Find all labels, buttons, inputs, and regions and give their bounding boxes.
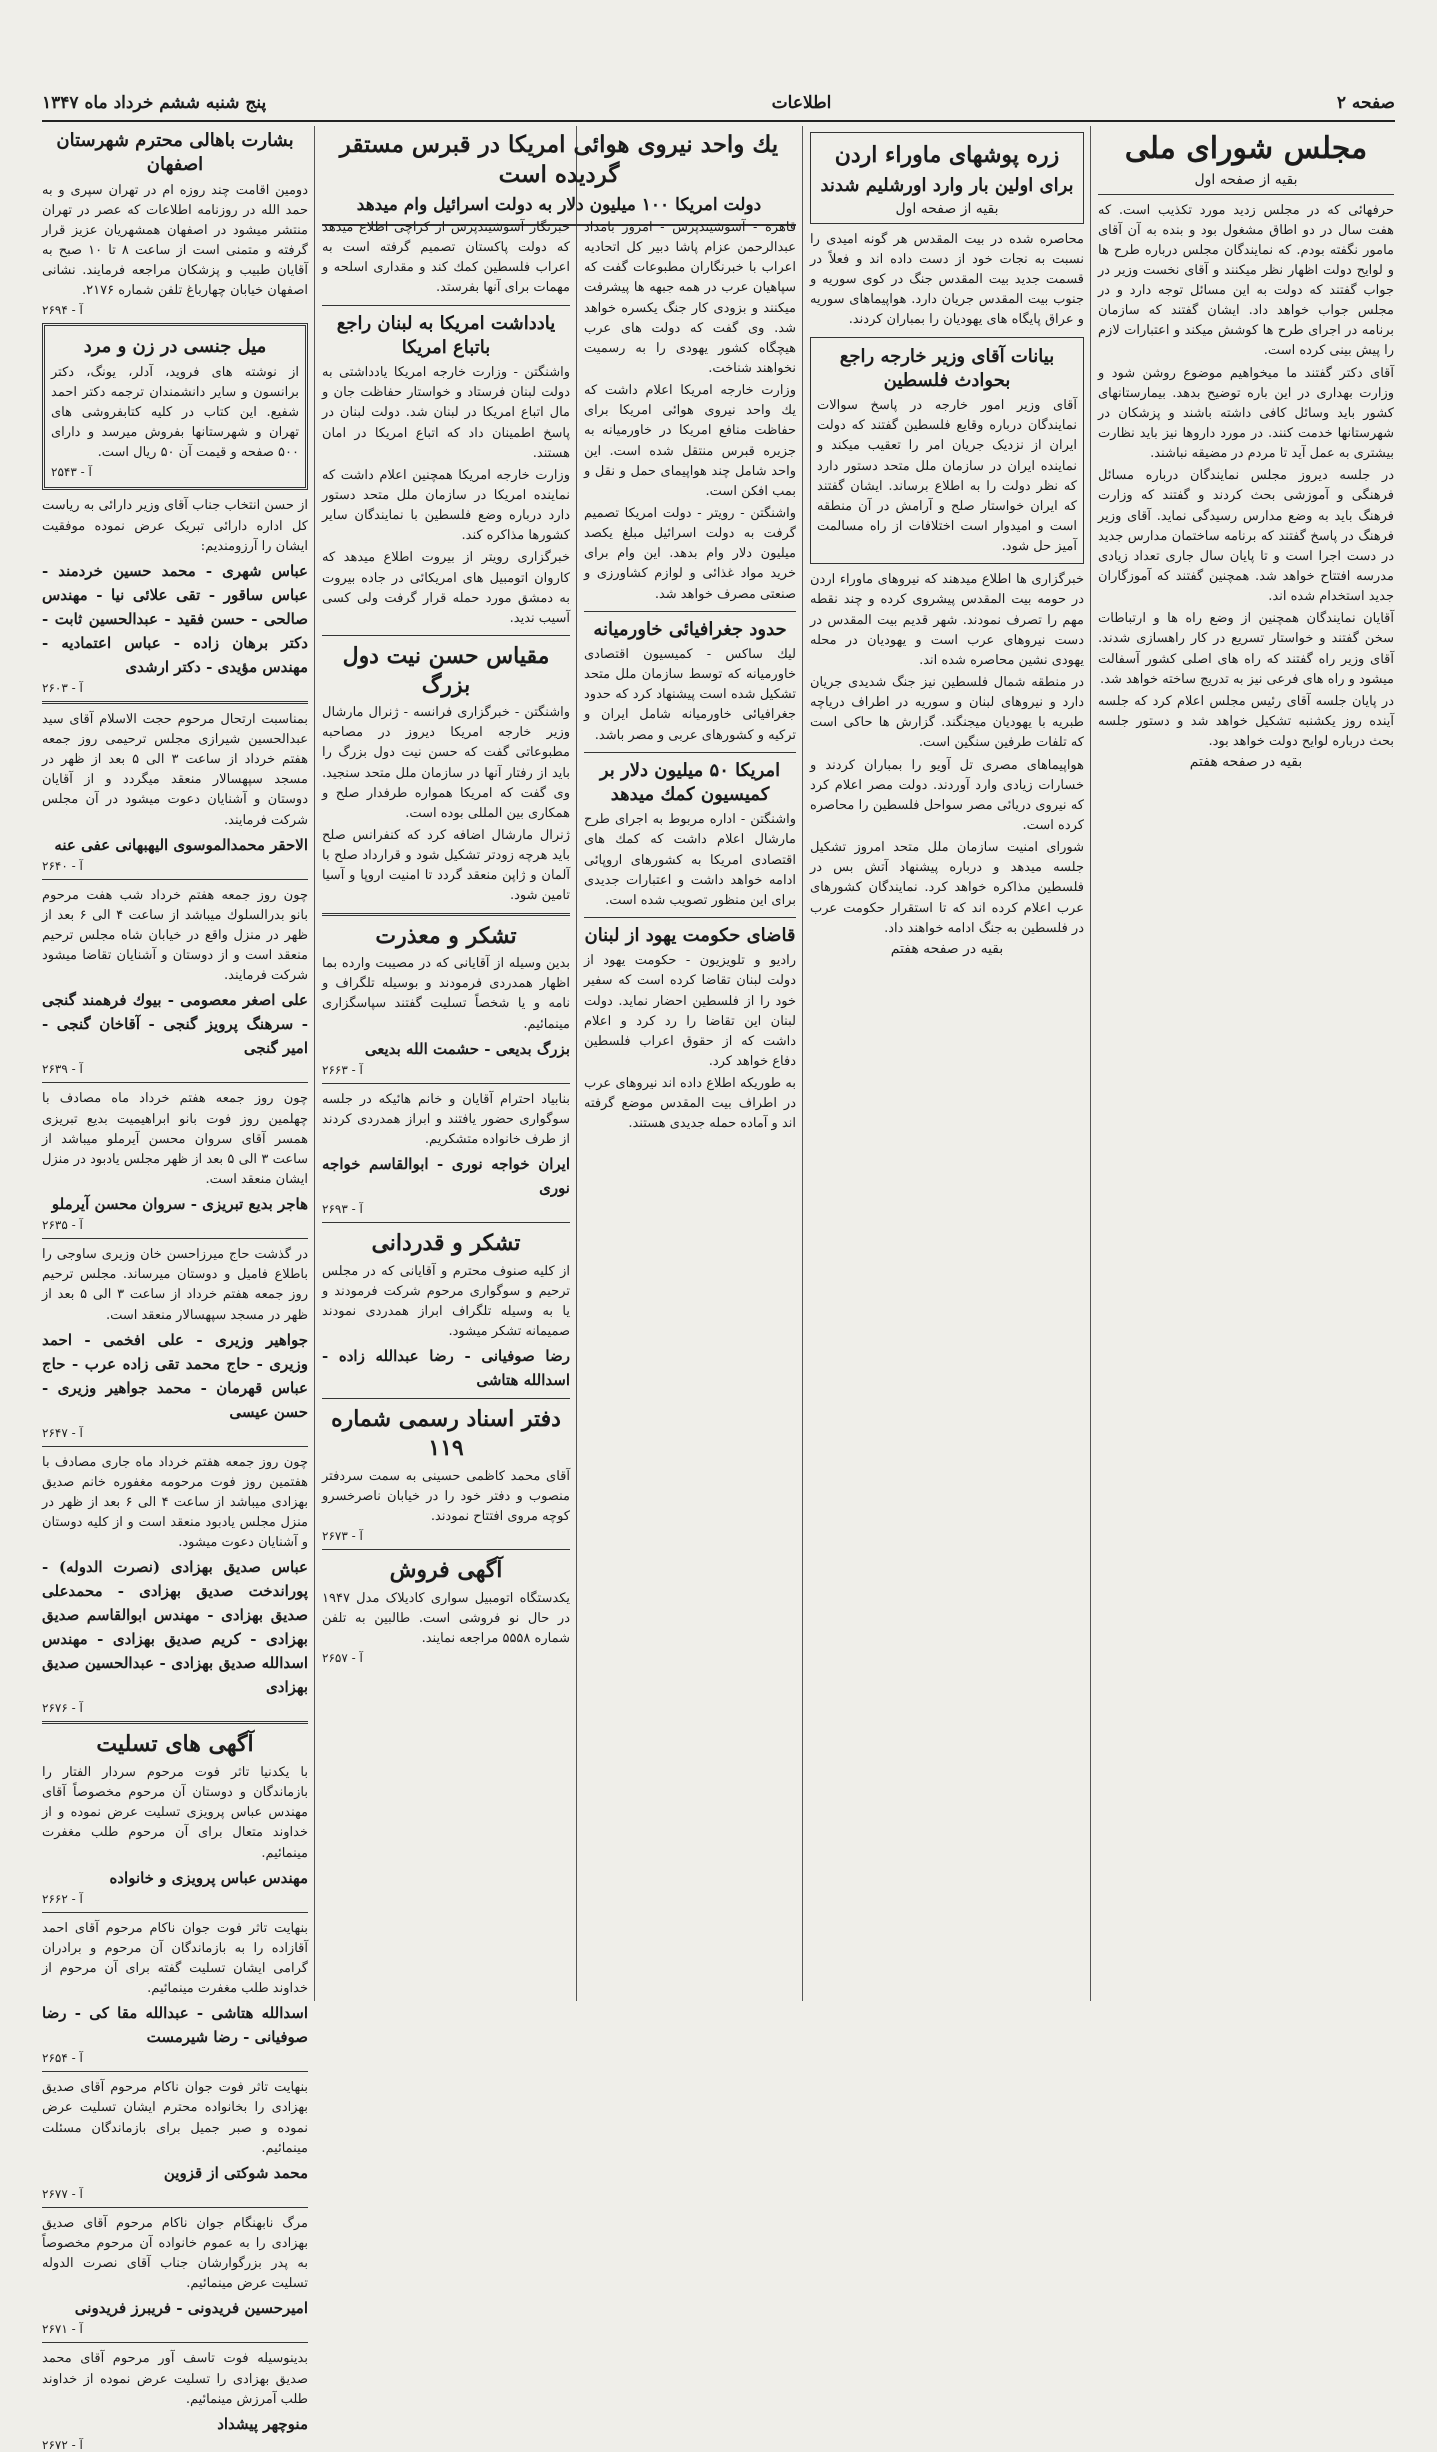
ad-code: آ - ۲۶۳۹ (42, 1062, 83, 1077)
article-text: شورای امنیت سازمان ملل متحد امروز تشکیل جلسه میدهد و درباره پیشنهاد آتش بس در فلسطین مذاکره خواهد کرد. نمایندگان کشورهای عرب اعلام کرده اند که تا استقرار حکومت عرب در فلسطین به جنگ ادامه خواهند داد. (810, 840, 1084, 936)
ad-code: آ - ۲۶۷۶ (42, 1701, 83, 1716)
ad-code: آ - ۲۶۷۷ (42, 2186, 83, 2201)
divider (322, 913, 570, 916)
notice-text: از کلیه صنوف محترم و آقایانی که در مجلس ترحیم و سوگواری مرحوم شرکت فرمودند و یا به وسیله تلگراف ابراز همدردی نمودند صمیمانه تشکر میشود. (322, 1263, 570, 1340)
minister-statement-box (810, 337, 1084, 565)
notice-text: یکدستگاه اتومبیل سواری کادیلاک مدل ۱۹۴۷ در حال نو فروشی است. طالبین به تلفن شماره ۵۵۵۸ مراجعه نمایند. (322, 1590, 570, 1646)
notice-text: بنابیاد احترام آقایان و خانم هائیکه در جلسه سوگواری حضور یافتند و ابراز همدردی کردند از طرف خانواده متشکریم. (322, 1091, 570, 1148)
column-rule (314, 126, 315, 2001)
notice-headline: تشکر و قدردانی (371, 1230, 521, 1257)
ad-code: آ - ۲۶۶۲ (42, 1891, 83, 1906)
article-text: واشنگتن - اداره مربوط به اجرای طرح مارشال اعلام داشت که کمك های اقتصادی امریکا به کشورهای اروپائی ادامه خواهد داشت و اعتبارات جدیدی برای این منظور تصویب شده است. (584, 812, 796, 908)
article-text: محاصره شده در بیت المقدس هر گونه امیدی را نسبت به نجات خود از دست داده اند و فعلاً در قسمت جدید بیت المقدس جنگ در کوی سوریه و جنوب بیت المقدس جریان دارد. هواپیماهای سوریه و عراق پایگاه های یهودیان را بمباران کردند. (810, 231, 1084, 328)
divider (322, 1549, 570, 1550)
article-headline: مقیاس حسن نیت دول بزرگ (342, 642, 550, 698)
notice-text: بدین وسیله از آقایانی که در مصیبت وارده بما اظهار همدردی فرمودند و بوسیله تلگراف و نامه و یا شخصاً تسلیت گفتند سپاسگزاری مینمائیم. (322, 956, 570, 1032)
ad-code: آ - ۲۶۴۰ (42, 858, 83, 873)
article-text: خبرگزاری ها اطلاع میدهند که نیروهای ماوراء اردن در حومه بیت المقدس پیشروی کرده و چند نقطه مهم را تصرف نمودند. شهر قدیم بیت المقدس در دست نیروهای عرب است و یهودیان در محله یهودی نشین محاصره شده اند. (810, 572, 1084, 668)
continued-note: بقیه در صفحه هفتم (890, 940, 1004, 957)
ad-code: آ - ۲۶۷۱ (42, 2322, 83, 2337)
ad-signatories: مهندس عباس پرویزی و خانواده (109, 1868, 308, 1887)
banner-headline: یك واحد نیروی هوائی امریكا در قبرس مستقر گردیده است (339, 131, 779, 188)
article-text: به طوریکه اطلاع داده اند نیروهای عرب در اطراف بیت المقدس موضع گرفته اند و آماده حمله جدیدی هستند. (584, 1076, 796, 1132)
ad-text: در گذشت حاج میرزاحسن خان وزیری ساوجی را باطلاع فامیل و دوستان میرساند. مجلس ترحیم روز جمعه هفتم خرداد از ساعت ۳ الی ۵ بعد از ظهر در مسجد سپهسالار منعقد است. (42, 1247, 308, 1323)
ad-code: آ - ۲۶۰۳ (42, 680, 83, 695)
news-column-2 (810, 126, 1084, 2001)
ad-text: بنهایت تاثر فوت جوان ناکام مرحوم آقای صدیق بهزادی را بخانواده محترم ایشان تسلیت عرض نموده و صبر جمیل برای بازماندگان مسئلت مینمائیم. (42, 2080, 308, 2156)
divider (584, 611, 796, 612)
divider (42, 2071, 308, 2072)
article-subhead: برای اولین بار وارد اورشلیم شدند (820, 174, 1074, 196)
paper-name: اطلاعات (771, 93, 832, 113)
news-column-3 (584, 216, 796, 2001)
article-text: در منطقه شمال فلسطین نیز جنگ شدیدی جریان دارد و نیروهای لبنان و سوریه در اطراف دریاچه طبریه با یهودیان میجنگند. گزارش ها حاکی است که تلفات طرفین سنگین است. (810, 675, 1084, 751)
article-text: وزارت خارجه امریکا اعلام داشت که یك واحد نیروی هوائی امریکا برای حفاظت منافع امریکا در خاورمیانه به جزیره قبرس منتقل شده است. این واحد شامل چند هواپیمای حمل و نقل و بمب افکن است. (584, 383, 796, 499)
ad-text: دومین اقامت چند روزه ام در تهران سپری و به حمد الله در روزنامه اطلاعات که عصر در تهران منتشر میشود در اصفهان همشهریان عزیز قرار گرفته و متمنی است از ساعت ۸ تا ۱۰ صبح به آقایان طبیب و پزشکان مراجعه فرمایند. نشانی اصفهان خیابان چهارباغ تلفن شماره ۲۱۷۶. (42, 182, 308, 299)
divider (42, 879, 308, 880)
divider (322, 635, 570, 636)
column-rule (1090, 126, 1091, 2001)
divider (42, 1446, 308, 1447)
divider (42, 1238, 308, 1239)
notice-signatories: ایران خواجه نوری - ابوالقاسم خواجه نوری (322, 1155, 570, 1198)
ad-code: آ - ۲۶۹۳ (322, 1202, 363, 1217)
article-text: واشنگتن - خبرگزاری فرانسه - ژنرال مارشال وزیر خارجه امریکا دیروز در مصاحبه مطبوعاتی گفت که حسن نیت دول بزرگ را باید از رفتار آنها در سازمان ملل متحد سنجید. وی گفت که امریکا همواره طرفدار صلح و همکاری بین المللی بوده است. (322, 705, 570, 821)
notice-headline: آگهی فروش (389, 1556, 503, 1583)
continued-note: بقیه از صفحه اول (1194, 171, 1298, 188)
notice-signatories: بزرگ بدیعی - حشمت الله بدیعی (364, 1039, 570, 1058)
column-rule (802, 126, 803, 2001)
divider (322, 1398, 570, 1399)
ad-code: آ - ۲۶۶۳ (322, 1062, 363, 1077)
article-text: آقای دکتر گفتند ما میخواهیم موضوع روشن شود و وزارت بهداری در این باره توضیح بدهد. بیمارستانهای کشور باید وسائل کافی داشته باشند و پزشکان در شهرستانها خدمت کنند. در مورد داروها نیز باید نظارت بیشتری به عمل آید تا مردم در مضیقه نباشند. (1098, 365, 1394, 462)
book-ad-box (42, 323, 308, 490)
divider (322, 1083, 570, 1084)
ad-code: آ - ۲۶۷۲ (42, 2437, 83, 2452)
ad-signatories: الاحقر محمدالموسوی الیهبهانی عفی عنه (54, 835, 308, 854)
article-text: آقای وزیر امور خارجه در پاسخ سوالات نمایندگان درباره وقایع فلسطین گفتند که دولت ایران از نزدیک جریان امر را تعقیب میکند و نماینده ایران در سازمان ملل متحد دستور دارد که نظر دولت را به اطلاع برساند. ایشان گفتند که ایران خواستار صلح و آرامش در آن منطقه است و امیدوار است اختلافات از راه مسالمت آمیز حل شود. (817, 398, 1077, 555)
headline-box (810, 132, 1084, 224)
article-text: هواپیماهای مصری تل آویو را بمباران کردند و خسارات زیادی وارد آوردند. دولت مصر اعلام کرد که نیروی دریائی مصر سواحل فلسطین را محاصره کرده است. (810, 757, 1084, 833)
page-number: صفحه ۲ (1336, 93, 1395, 113)
banner-headline-block (322, 130, 796, 226)
divider (1098, 194, 1394, 195)
ad-text: بدینوسیله فوت تاسف آور مرحوم آقای محمد صدیق بهزادی را تسلیت عرض نموده از خداوند طلب آمرزش مینمائیم. (42, 2351, 308, 2407)
ad-text: از نوشته های فروید، آدلر، یونگ، دکتر برانسون و سایر دانشمندان ترجمه دکتر احمد شفیع. این کتاب در کلیه کتابفروشی های تهران و شهرستانها بفروش میرسد و دارای ۵۰۰ صفحه و قیمت آن ۵۰ ریال است. (51, 364, 299, 461)
ad-signatories: عباس صدیق بهزادی (نصرت الدوله) - پوراندخت صدیق بهزادی - محمدعلی صدیق بهزادی - مهندس ابوالقاسم صدیق بهزادی - کریم صدیق بهزادی - مهندس اسدالله صدیق بهزادی - عبدالحسین صدیق بهزادی (42, 1558, 308, 1697)
ad-text: بنهایت تاثر فوت جوان ناکام مرحوم آقای احمد آقازاده را به بازماندگان آن مرحوم و برادران گرامی ایشان تسلیت گفته برای آن مرحوم از خداوند طلب مغفرت مینمائیم. (42, 1920, 308, 1997)
ad-code: آ - ۲۵۴۳ (51, 465, 92, 480)
ad-signatories: اسدالله هتاشی - عبدالله مقا کی - رضا صوفیانی - رضا شیرمست (42, 2004, 308, 2047)
news-column-1 (1098, 126, 1394, 2001)
article-text: لیك ساكس - کمیسیون اقتصادی خاورمیانه که توسط سازمان ملل متحد تشکیل شده است پیشنهاد کرد که حدود جغرافیائی خاورمیانه شامل ایران و ترکیه و کشورهای عربی و مصر باشد. (584, 646, 796, 743)
article-text: ژنرال مارشال اضافه کرد که کنفرانس صلح باید هرچه زودتر تشکیل شود و قرارداد صلح با آلمان و ژاپن منعقد گردد تا امنیت اروپا و آسیا تامین شود. (322, 828, 570, 904)
ad-code: آ - ۲۶۵۷ (322, 1650, 363, 1665)
article-text: در پایان جلسه آقای رئیس مجلس اعلام کرد که جلسه آینده روز یکشنبه تشکیل خواهد شد و دستور جلسه بحث درباره لوایح دولت خواهد بود. (1098, 693, 1394, 750)
article-text: حرفهائی که در مجلس زدید مورد تکذیب است. که هفت سال در دو اطاق مشغول بود و بنده به آن آقای مامور نگفته بودم. که نمایندگان مجلس درباره طرح ها و لوایح دولت اظهار نظر میکنند و آقای نخست وزیر در جواب گفتند که دولت به این مسائل توجه دارد و در مجلس جواب خواهد داد. ایشان گفتند که سازمان برنامه در اجرای طرح ها کوشش میکند و اعتبارات لازم را پیش بینی کرده است. (1098, 202, 1394, 359)
article-text: قاهره - آسوشیتدپرس - امروز بامداد عبدالرحمن عزام پاشا دبیر کل اتحادیه اعراب با خبرنگاران مطبوعات گفت که سپاهیان عرب در همه جبهه ها پیشرفت میکنند و بزودی کار جنگ یکسره خواهد شد. وی گفت که دولت های عرب هیچگاه کشور یهودی را به رسمیت نخواهند شناخت. (584, 220, 796, 376)
ad-text: چون روز جمعه هفتم خرداد شب هفت مرحوم بانو بدرالسلوك میباشد از ساعت ۴ الی ۶ بعد از ظهر در منزل واقع در خیابان شاه مجلس ترحیم منعقد است و از دوستان و آشنایان تقاضا میشود شرکت فرمایند. (42, 887, 308, 984)
article-text: واشنگتن - وزارت خارجه امریکا یادداشتی به دولت لبنان فرستاد و خواستار حفاظت جان و مال اتباع امریکا در لبنان شد. دولت لبنان در پاسخ اطمینان داد که اتباع امریکا در امان هستند. (322, 365, 570, 461)
ad-text: از حسن انتخاب جناب آقای وزیر دارائی به ریاست کل اداره دارائی تبریک عرض نموده موفقیت ایشان را آرزومندیم: (42, 498, 308, 554)
divider (42, 1912, 308, 1913)
ad-code: آ - ۲۶۷۳ (322, 1528, 363, 1543)
notice-headline: تشکر و معذرت (375, 922, 517, 949)
divider (42, 2207, 308, 2208)
ad-code: آ - ۲۶۹۴ (42, 303, 83, 318)
article-headline: قاضای حکومت یهود از لبنان (584, 924, 796, 946)
ad-text: چون روز جمعه هفتم خرداد ماه مصادف با چهلمین روز فوت بانو ابراهیمیت بدیع تبریزی همسر آقای سروان محسن آیرملو میباشد از ساعت ۳ الی ۵ بعد از ظهر مجلس یادبود در منزل ایشان منعقد است. (42, 1091, 308, 1187)
article-headline: بیانات آقای وزیر خارجه راجع بحوادث فلسطین (839, 345, 1055, 391)
ad-text: بمناسبت ارتحال مرحوم حجت الاسلام آقای سید عبدالحسین شیرازی مجلس ترحیمی روز جمعه هفتم خرداد از ساعت ۳ الی ۵ بعد از ظهر در مسجد سپهسالار منعقد میگردد و از آقایان دوستان و آشنایان دعوت میشود در آن مجلس شرکت فرمایند. (42, 711, 308, 828)
continued-note: بقیه از صفحه اول (895, 200, 999, 217)
ad-signatories: عباس شهری - محمد حسین خردمند - عباس ساقور - تقی علائی نیا - مهندس صالحی - حسن فقید - عبدالحسین ثابت - دکتر برهان زاده - عباس اعتمادیه - مهندس مؤیدی - دکتر ارشدی (42, 561, 308, 676)
ad-text: مرگ نابهنگام جوان ناکام مرحوم آقای صدیق بهزادی را به عموم خانواده آن مرحوم مخصوصاً به پدر بزرگوارشان جناب آقای نصرت الدوله تسلیت عرض مینمائیم. (42, 2215, 308, 2292)
article-headline: یادداشت امریکا به لبنان راجع باتباع امریکا (336, 312, 556, 358)
ad-signatories: منوچهر پیشداد (217, 2414, 308, 2433)
ads-column (42, 126, 308, 2452)
divider (42, 2342, 308, 2343)
article-text: خبرگزاری رویتر از بیروت اطلاع میدهد که کاروان اتومبیل های امریکائی در جاده بیروت به دمشق مورد حمله قرار گرفت ولی کسی آسیب ندید. (322, 550, 570, 626)
article-headline: حدود جغرافیائی خاورمیانه (593, 618, 787, 640)
article-text: آقایان نمایندگان همچنین از وضع راه ها و ارتباطات سخن گفتند و خواستار تسریع در کار راهسازی شدند. آقای وزیر راه گفتند که راه های اصلی کشور آسفالت میشود و راه های فرعی نیز به تدریج ساخته خواهد شد. (1098, 611, 1394, 687)
issue-date: پنج شنبه ششم خرداد ماه ۱۳۴۷ (42, 93, 267, 113)
divider (42, 1721, 308, 1724)
ad-signatories: علی اصغر معصومی - بیوك فرهمند گنجی - سرهنگ پرویز گنجی - آقاخان گنجی - امیر گنجی (42, 991, 308, 1058)
ad-code: آ - ۲۶۳۵ (42, 1218, 83, 1233)
article-text: خبرنگار آسوشیتدپرس از کراچی اطلاع میدهد که دولت پاکستان تصمیم گرفته است به اعراب فلسطین کمك کند و مقداری اسلحه و مهمات برای آنها بفرستد. (322, 220, 570, 296)
article-text: واشنگتن - رویتر - دولت امریکا تصمیم گرفت به دولت اسرائیل مبلغ یکصد میلیون دلار وام بدهد. این وام برای خرید مواد غذائی و لوازم کشاورزی و صنعتی مصرف خواهد شد. (584, 505, 796, 602)
ad-text: چون روز جمعه هفتم خرداد ماه جاری مصادف با هفتمین روز فوت مرحومه مغفوره خانم صدیق بهزادی میباشد از ساعت ۴ الی ۶ بعد از ظهر در منزل مجلس یادبود منعقد است و از کلیه دوستان و آشنایان دعوت میشود. (42, 1454, 308, 1551)
divider (42, 1082, 308, 1083)
ad-text: با یکدنیا تاثر فوت مرحوم سردار الفتار را بازماندگان و دوستان آن مرحوم مخصوصاً آقای مهندس عباس پرویزی تسلیت عرض نموده و از خداوند متعال برای آن مرحوم طلب مغفرت مینمائیم. (42, 1764, 308, 1861)
ad-signatories: محمد شوکتی از قزوین (163, 2163, 308, 2182)
divider (584, 917, 796, 918)
news-column-4 (322, 216, 570, 2001)
ad-signatories: هاجر بدیع تبریزی - سروان محسن آیرملو (51, 1195, 308, 1214)
divider (322, 305, 570, 306)
ad-signatories: امیرحسین فریدونی - فریبرز فریدونی (74, 2299, 308, 2318)
article-text: در جلسه دیروز مجلس نمایندگان درباره مسائل فرهنگی و آموزشی بحث کردند و گفتند که وزارت فرهنگ باید به وضع مدارس رسیدگی نماید. آقای وزیر فرهنگ در پاسخ گفتند که برنامه ساختمان مدارس جدید در دست اجرا است و تا پایان سال جاری تعداد زیادی مدرسه افتتاح خواهد شد. همچنین گفتند که آموزگاران جدید استخدام شده اند. (1098, 468, 1394, 605)
article-text: وزارت خارجه امریکا همچنین اعلام داشت که نماینده امریکا در سازمان ملل متحد دستور دارد درباره وضع فلسطین با نمایندگان سایر کشورها مذاکره کند. (322, 467, 570, 544)
column-rule (576, 126, 577, 2001)
article-headline: زره پوشهای ماوراء اردن (834, 142, 1060, 168)
divider (42, 701, 308, 704)
article-headline: مجلس شورای ملی (1124, 131, 1368, 166)
notice-text: آقای محمد کاظمی حسینی به سمت سردفتر منصوب و دفتر خود را در خیابان ناصرخسرو کوچه مروی افتتاح نمودند. (322, 1468, 570, 1524)
article-text: رادیو و تلویزیون - حکومت یهود از دولت لبنان تقاضا کرده است که سفیر خود را از فلسطین احضار نماید. دولت لبنان این تقاضا را رد کرد و اعلام داشت که از حقوق اعراب فلسطین دفاع خواهد کرد. (584, 953, 796, 1069)
banner-subhead: دولت امریكا ۱۰۰ میلیون دلار به دولت اسرائیل وام میدهد (356, 194, 762, 215)
masthead (42, 86, 1395, 122)
notice-signatories: رضا صوفیانی - رضا عبدالله زاده - اسدالله هتاشی (322, 1347, 570, 1390)
ad-code: آ - ۲۶۵۴ (42, 2051, 83, 2066)
divider (584, 752, 796, 753)
ad-code: آ - ۲۶۴۷ (42, 1425, 83, 1440)
ad-headline: بشارت باهالی محترم شهرستان اصفهان (56, 130, 294, 176)
condolence-section-title: آگهی های تسلیت (96, 1731, 254, 1758)
article-headline: امریکا ۵۰ میلیون دلار بر کمیسیون کمك میدهد (599, 759, 781, 805)
continued-note: بقیه در صفحه هفتم (1189, 754, 1303, 771)
ad-signatories: جواهیر وزیری - علی افخمی - احمد وزیری - حاج محمد تقی زاده عرب - حاج عباس قهرمان - محمد جواهیر وزیری - حسن عیسی (42, 1330, 308, 1421)
notice-headline: دفتر اسناد رسمی شماره ۱۱۹ (331, 1406, 561, 1461)
ad-headline: میل جنسی در زن و مرد (83, 336, 267, 358)
divider (322, 1222, 570, 1223)
